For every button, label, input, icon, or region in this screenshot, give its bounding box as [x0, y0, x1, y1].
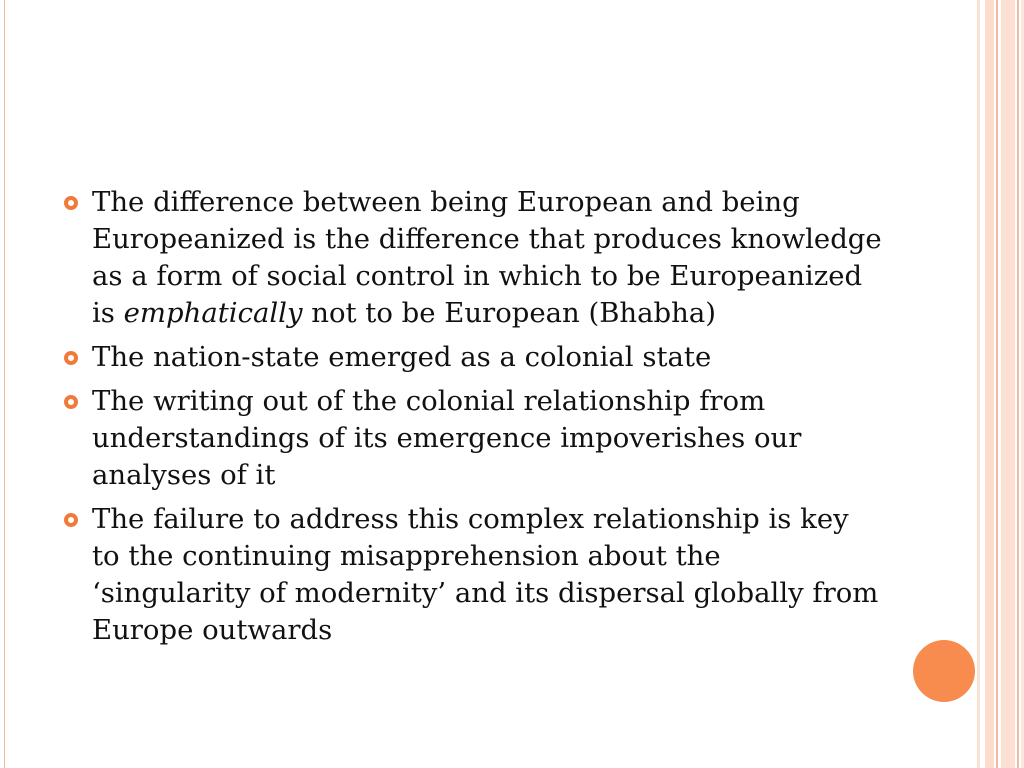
- bullet-item: [62, 339, 882, 376]
- right-decor-stripe: [985, 0, 994, 768]
- bullet-text: The failure to address this complex relationship is key to the continuing misapprehension about the ‘singularity of modernity’ and its dispersal globally from Europe outwards: [92, 503, 879, 646]
- bullet-list: [62, 184, 882, 649]
- bullet-text-part: The difference between being European and being Europeanized is the difference that produces knowledge as a form of social control in which to be Europeanized is: [92, 186, 882, 329]
- decorative-circle: [913, 640, 975, 702]
- right-decor-stripe: [1001, 0, 1015, 768]
- bullet-emphasis: emphatically: [123, 297, 303, 329]
- bullet-text: The writing out of the colonial relationship from understandings of its emergence impoverishes our analyses of it: [92, 385, 802, 491]
- right-decor-stripe: [996, 0, 998, 768]
- ring-bullet-icon: [64, 513, 78, 527]
- ring-bullet-icon: [64, 196, 78, 210]
- bullet-item: [62, 501, 882, 649]
- bullet-text-part: not to be European (Bhabha): [302, 297, 716, 329]
- bullet-item: [62, 383, 882, 494]
- right-decor-stripe: [1017, 0, 1019, 768]
- bullet-text: [92, 184, 882, 332]
- slide-body: [62, 184, 882, 656]
- bullet-item: [62, 184, 882, 332]
- ring-bullet-icon: [64, 351, 78, 365]
- left-frame-line: [4, 0, 5, 768]
- ring-bullet-icon: [64, 395, 78, 409]
- right-decor-stripe: [977, 0, 980, 768]
- bullet-text: The nation-state emerged as a colonial state: [92, 341, 712, 373]
